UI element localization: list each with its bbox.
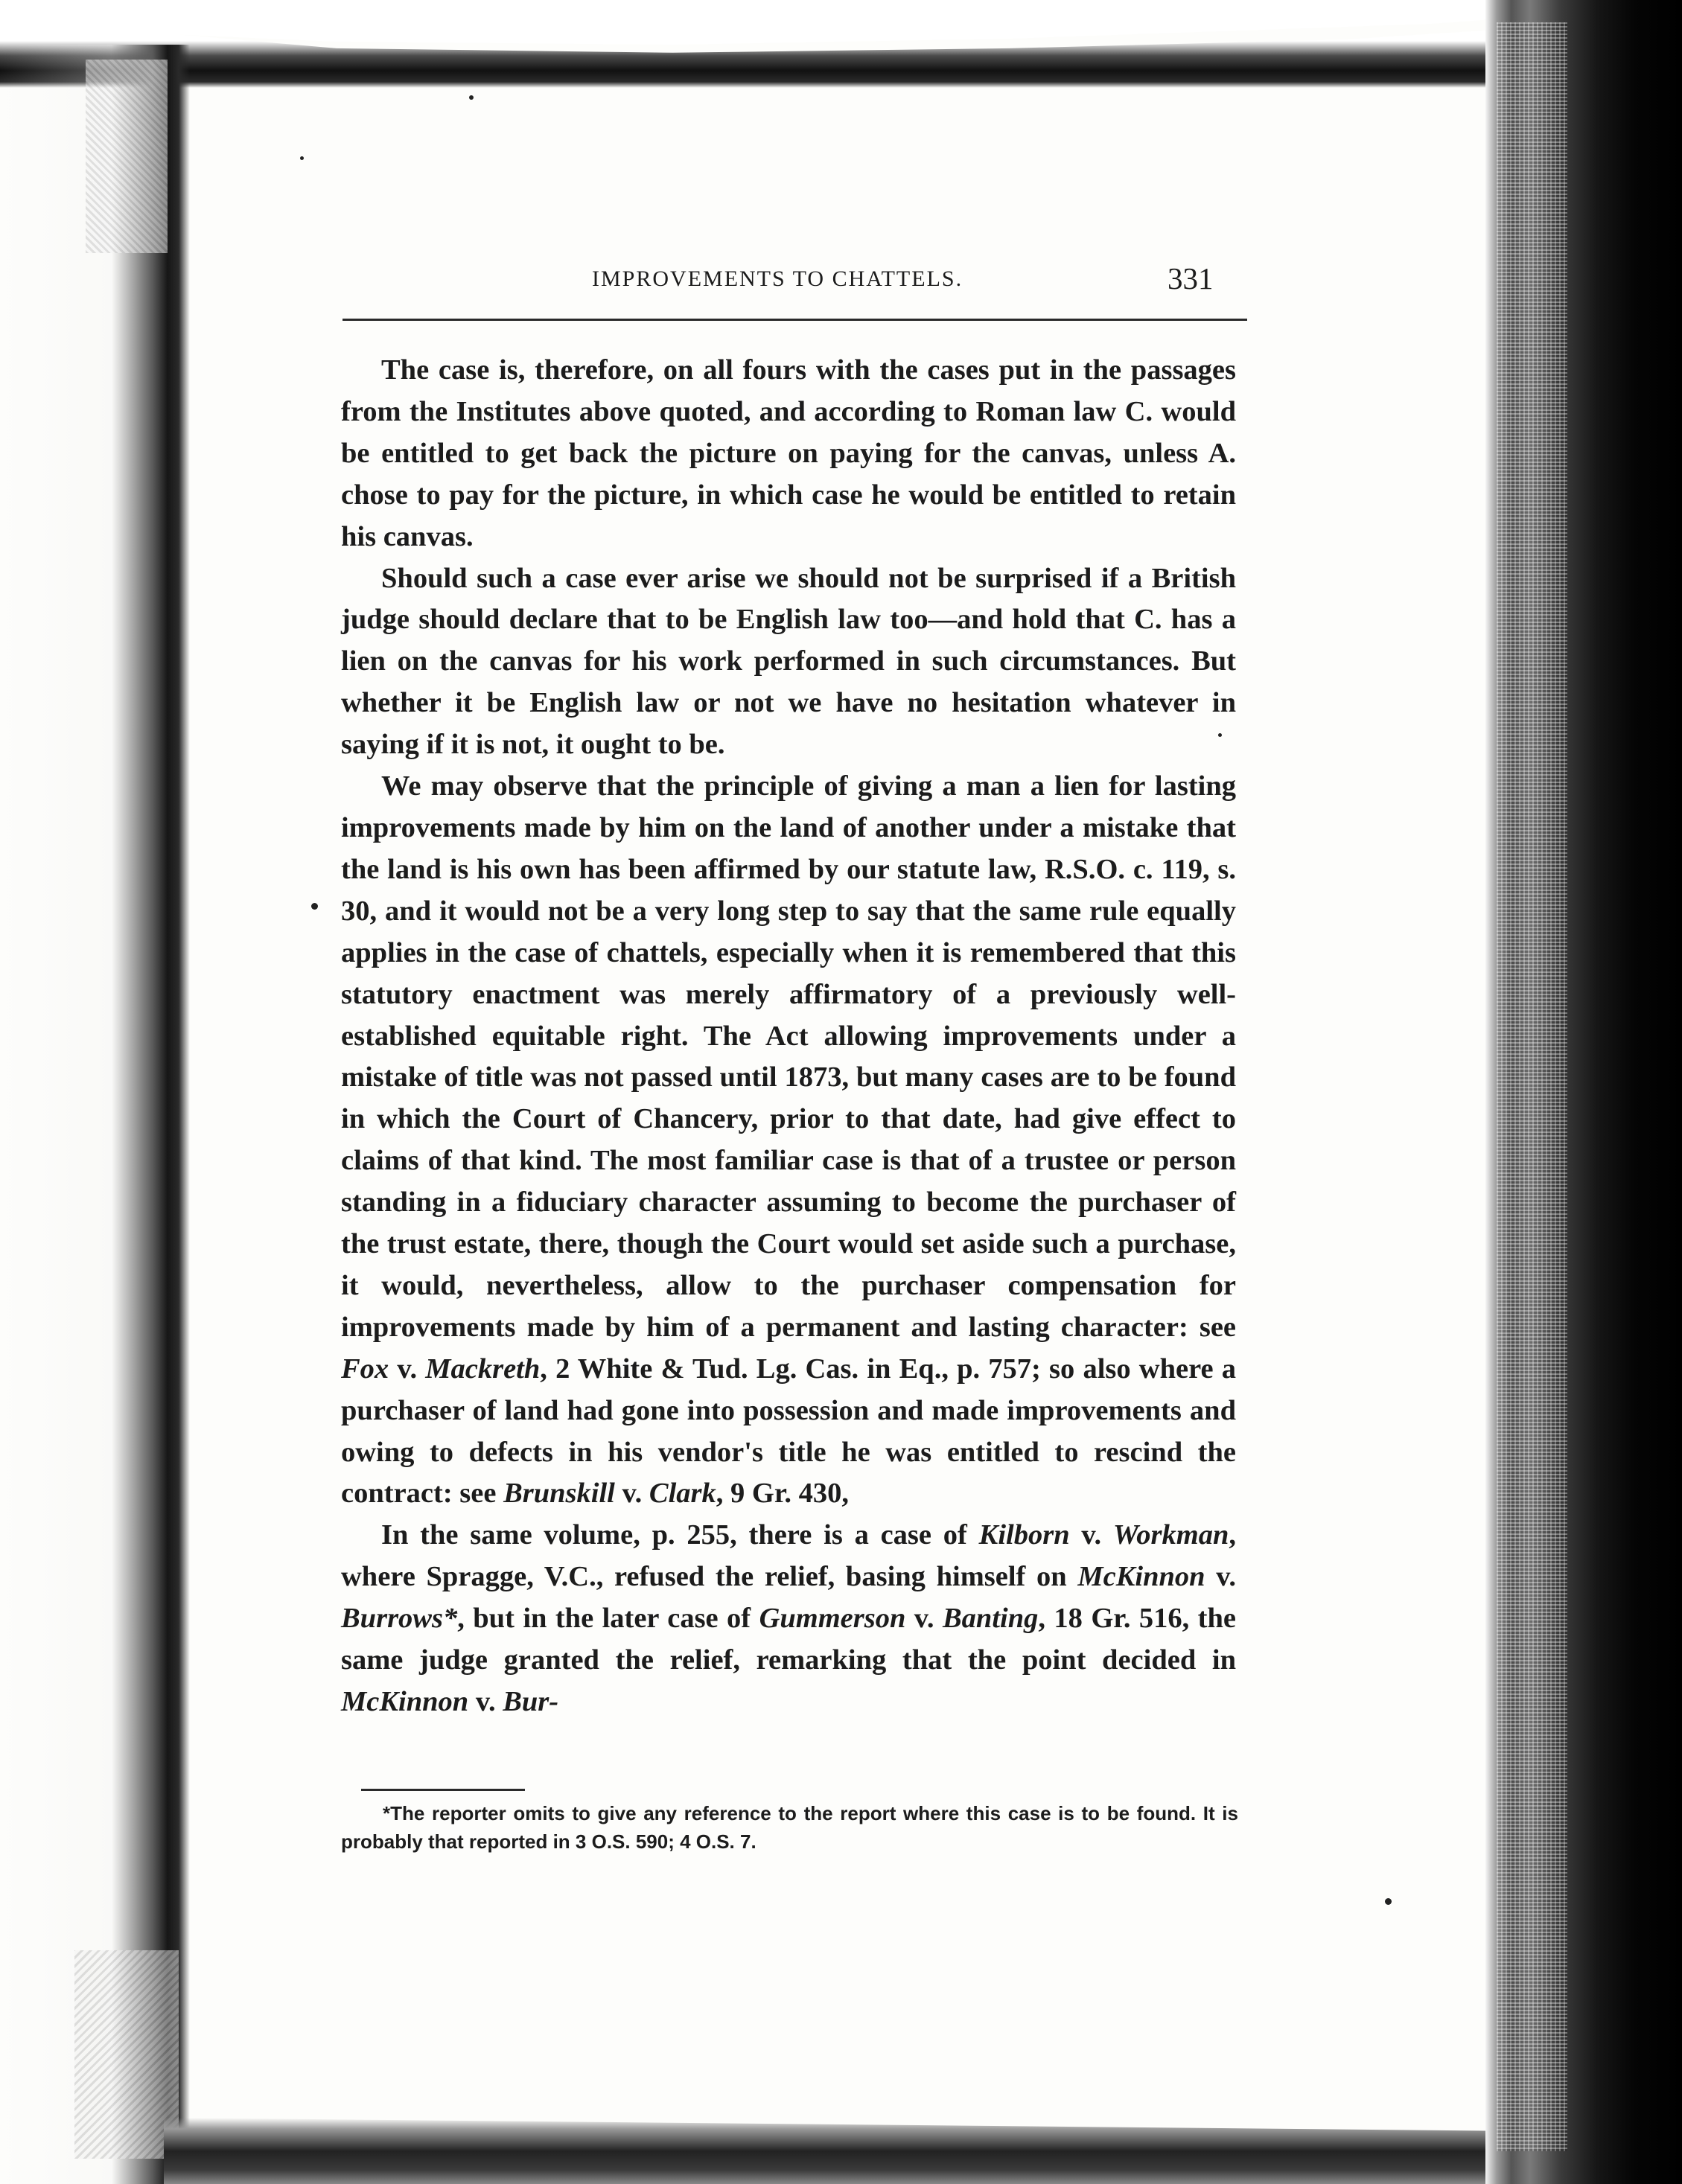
paragraph-text: , but in the later case of [457,1603,751,1635]
paragraph-text: The case is, therefore, on all fours with the cases put in the passages from the Institutes above quoted, and according to Roman law C. would be entitled to get back the picture on paying for the canvas, unless A. chose to pay for the picture, in which case he would be entitled to retain his canvas. [341,354,1236,552]
case-name: Burrows* [341,1603,458,1635]
case-name: Clark [649,1478,716,1510]
paragraph [341,766,1236,1515]
scan-bottom-shadow [164,2118,1504,2184]
footnote [341,1799,1238,1856]
case-name: McKinnon [341,1686,469,1717]
paragraph [341,350,1236,558]
versus: v. [1205,1561,1236,1593]
paragraph-text: , where Spragge, V.C., refused the relief, basing himself on [341,1519,1236,1593]
header-rule [343,319,1247,321]
stray-mark [1385,1898,1392,1905]
case-name: Brunskill [503,1478,615,1510]
paragraph-text: , 9 Gr. 430, [716,1478,850,1510]
margin-bullet-mark [311,903,318,910]
case-name: Banting [942,1603,1039,1635]
scan-left-gutter-shadow [0,45,190,2184]
versus: v. [1069,1519,1113,1551]
scan-right-edge-noise [1497,22,1567,2151]
paragraph-text: , 18 Gr. 516, the same judge granted the relief, remarking that the point decided in [341,1603,1236,1676]
stray-mark [300,156,304,160]
scan-left-speckle-bottom [74,1950,179,2159]
footnote-text: *The reporter omits to give any reference to the report where this case is to be found. It is probably that reported in 3 O.S. 590; 4 O.S. 7. [341,1802,1238,1853]
versus: v. [389,1353,426,1385]
case-name: McKinnon [1077,1561,1205,1593]
case-name: Mackreth [425,1353,541,1385]
paragraph [341,558,1236,767]
paragraph-text: We may observe that the principle of giving a man a lien for lasting improvements made by him on the land of another under a mistake that the land is his own has been affirmed by our statute law, R.S.O. c. 119, s. 30, and it would not be a very long step to say that the same rule equally applies in the case of chattels, especially when it is remembered that this statutory enactment was merely affirmatory of a previously well-established equitable right. The Act allowing improvements under a mistake of title was not passed until 1873, but many cases are to be found in which the Court of Chancery, prior to that date, had give effect to claims of that kind. The most familiar case is that of a trustee or person standing in a fiduciary character assuming to become the purchaser of the trust estate, there, though the Court would set aside such a purchase, it would, nevertheless, allow to the purchaser compensation for improvements made by him of a permanent and lasting character: see [341,770,1236,1343]
case-name: Bur- [503,1686,559,1717]
case-name: Workman [1112,1519,1229,1551]
versus: v. [614,1478,649,1510]
paragraph-text: Should such a case ever arise we should not be surprised if a British judge should declare that to be English law too—and hold that C. has a lien on the canvas for his work performed in such circumstances. But whether it be English law or not we have no hesitation whatever in saying if it is not, it ought to be. [341,562,1236,761]
paragraph-text: In the same volume, p. 255, there is a case of [381,1519,967,1551]
case-name: Kilborn [978,1519,1070,1551]
page-number: 331 [1167,261,1214,296]
case-name: Fox [341,1353,389,1385]
paragraph-text: , 2 White & Tud. Lg. Cas. in Eq., p. 757; so also where a purchaser of land had gone into possession and made improvements and owing to defects in his vendor's title he was entitled to rescind the contract: see [341,1353,1236,1510]
paragraph [341,1515,1236,1723]
body-text [341,350,1236,1723]
versus: v. [468,1686,503,1717]
scan-left-speckle-top [86,60,168,253]
running-head: IMPROVEMENTS TO CHATTELS. [592,266,963,291]
footnote-rule [361,1789,525,1791]
versus: v. [905,1603,943,1635]
stray-mark [469,95,474,100]
case-name: Gummerson [759,1603,906,1635]
